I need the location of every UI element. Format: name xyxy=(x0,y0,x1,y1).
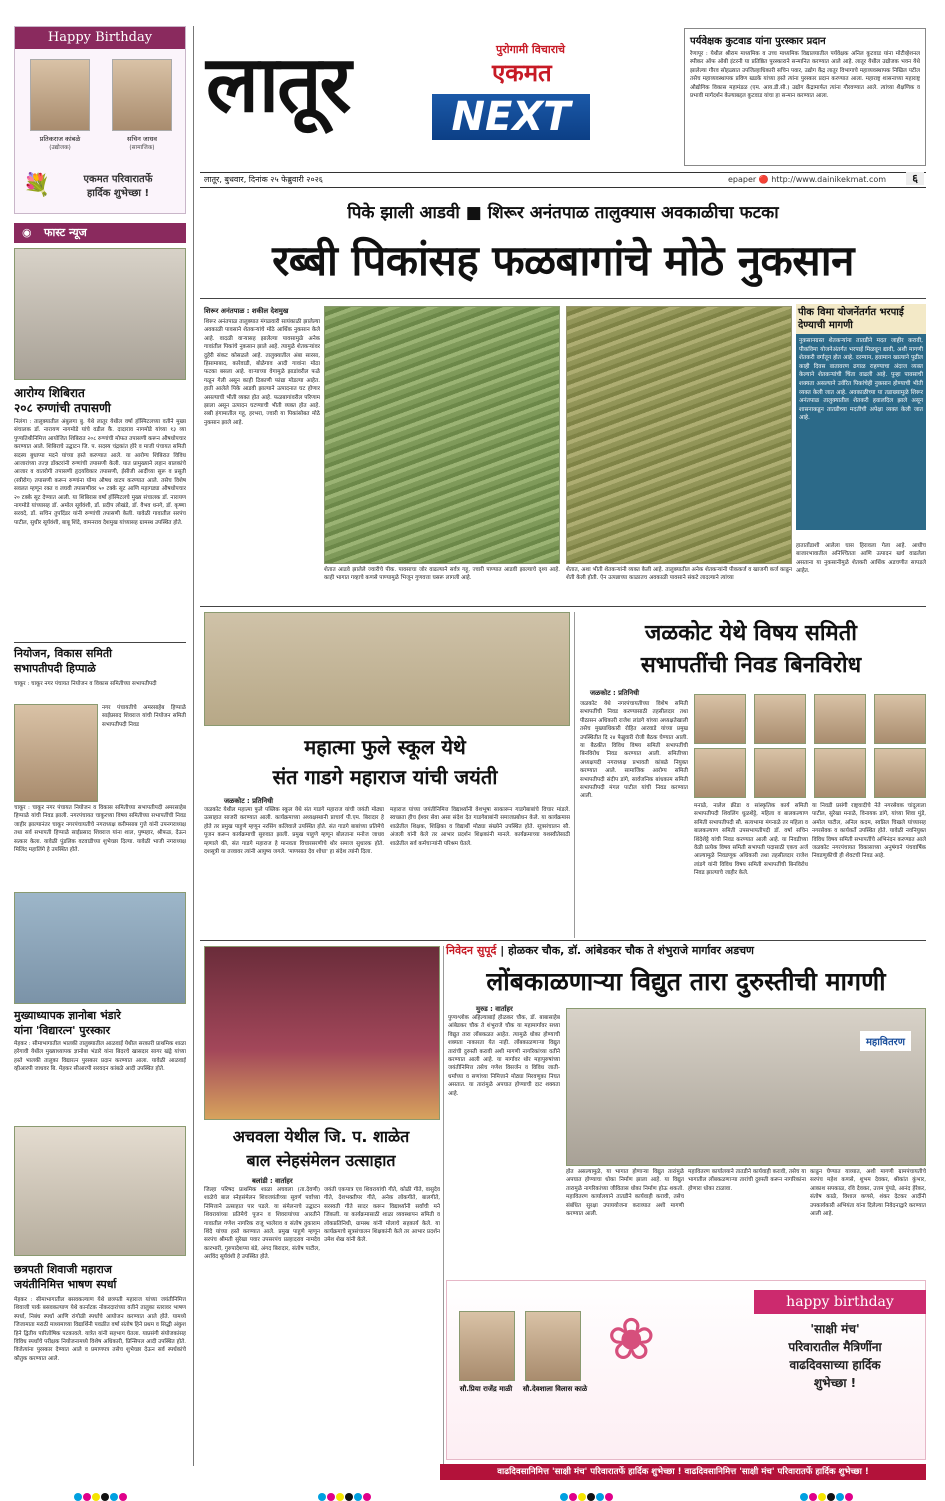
registration-marks xyxy=(560,1486,630,1495)
mahatma-body-2: महाराज यांच्या जयंतीनिमित्त विद्यार्थ्यांनी वेशभूषा साकारून गाडगेबाबांचे विचार मांडले. स्वच्छता हीच ईश्वर सेवा असा संदेश देत गाडगेबाबांनी समाजप्रबोधन केले. या कार्यक्रमास शाळेतील शिक्षक, शिक्षिका व विद्यार्थी मोठ्या संख्येने उपस्थित होते. सूत्रसंचालन सौ. अंजली यांनी केले तर आभार प्रदर्शन शिक्षकांनी मानले. कार्यक्रमाच्या यशस्वीतेसाठी शाळेतील सर्व कर्मचाऱ्यांनी परिश्रम घेतले. xyxy=(390,807,570,847)
jalkot-body-2: मनाळे, नालेल क्रीडा व सांस्कृतिक कार्य समिती सभापतीपदी शिवलिंग धुळशेट्टे, महिला व बालकल्याण समिती सभापतीपदी सौ. सत्यभामा मंगनाळे तर महिला व बालकल्याण समिती उपसभापतीपदी डॉ. वर्षा सचिन शिंदेशेट्टे यांची निवड करण्यात आली आहे. या निवडीच्या वेळी प्रत्येक विषय समिती सभापती पदासाठी एकच अर्ज आल्यामुळे निवडणूक अधिकारी तथा तहसीलदार राजेश लांडगे यांनी विविध विषय समिती सभापतींची बिनविरोध निवड झाल्याचे जाहीर केले. xyxy=(694,803,808,877)
page-number: ६ xyxy=(906,172,924,185)
crop-damage-photo-1 xyxy=(324,306,560,564)
ekmat-logo: एकमत xyxy=(492,58,552,87)
tulip-icon: ❀ xyxy=(607,1305,656,1373)
headline-line: सभापतींची निवड बिनविरोध xyxy=(640,653,862,678)
date-text: लातूर, बुधवार, दिनांक २५ फेब्रुवारी २०२६ xyxy=(204,175,323,184)
nivedan-tag: निवेदन सुपूर्द xyxy=(446,944,497,957)
award-ceremony-photo xyxy=(14,892,186,1004)
headline-line: संत गाडगे महाराज यांची जयंती xyxy=(272,765,498,789)
health-camp-photo xyxy=(14,248,186,380)
dateline-bar xyxy=(200,172,926,188)
portrait-photo xyxy=(694,694,746,744)
wish-line: परिवारातील मैत्रिणींना xyxy=(788,1340,882,1354)
portrait-photo xyxy=(874,694,926,744)
portrait-photo xyxy=(874,748,926,798)
headline-line: अचवला येथील जि. प. शाळेत xyxy=(232,1127,410,1146)
headline-line: नियोजन, विकास समिती xyxy=(14,647,112,660)
niyojan-body-intro: चाकूर : चाकूर नगर पंचायत नियोजन व विकास समितीच्या सभापतीपदी xyxy=(14,681,157,687)
portrait-photo xyxy=(814,748,866,798)
achval-body-2: जयंती एकपात्र एव शिवरायांची गीते, कोळी गीते, वासुदेव गीते, देशभक्तीपर गीते, अनेक लोकगीते, बालगीते, सरस्वती गीते सादर करून विद्यार्थ्यांनी सर्वांची मने जिंकली. या कार्यक्रमासाठी शाळा व्यवस्थापन समिती व लोकप्रतिनिधी, ग्रामस्थ यांनी मोलाचे सहकार्य केले. या कार्यक्रमाचे सूत्रसंचालन शिक्षकांनी केले तर आभार प्रदर्शन उमेश शेख यांनी केले. xyxy=(324,1187,440,1244)
arogya-body: निलंगा : तालुक्यातील अंबुलगा बु. येथे लातूर येथील वर्षा हॉस्पिटलच्या वतीने मुख्य संचालक डॉ. नारायण नागमोडे यांचे वडील कै. दादाराव नागमोडे यांच्या १३ व्या पुण्यतिथीनिमित्त आयोजित शिबिरात २०८ रुग्णांची मोफत तपासणी करून औषधोपचार करण्यात आले. शिबिराचे उद्घाटन जि. प. सदस्य चंद्रकांत होरे व माजी पंचायत समिती सदस्य बुधाप्पा मदने यांच्या हस्ते करण्यात आले. या आरोग्य शिबिरात विविध आजारांच्या तज्ज्ञ डॉक्टरांनी रुग्णांची तपासणी केली. यात प्रामुख्याने लहान बालकांचे आजार व वातरोगी तपासणी हृदयविकार तपासणी, ईसीजी आदींच्या सुरू व प्रसूती (स्त्रीरोग) तपासणी करून रुग्णांना योग्य औषध वाटप करण्यात आले. तसेच विशेष सवलत म्हणून रक्त व लघवी तपासणीवर ५० टक्के सूट आणि महागड्या औषधोपचार २० टक्के सूट देण्यात आली. या शिबिरास वर्षा हॉस्पिटलचे मुख्य संचालक डॉ. नारायण नागमोडे यांच्यासह डॉ. अमोल सूर्यवंशी, डॉ. प्रदीप लोखंडे, डॉ. वैभव धनगे, डॉ. कृष्णा सरवदे, डॉ. सचिन तुपदिंडर यांनी रुग्णांची तपासणी केली. यावेळी गावातील सरपंच पाटील, सुधीर सूर्यवंशी, बाबू शिंदे, वामनराव देशमुख यांच्यासह ग्रामस्थ उपस्थित होते. xyxy=(14,419,186,526)
achval-body: जिल्हा परिषद प्राथमिक शाळा अचवला (ता.देवणी) शाळेचे बाल स्नेहसंमेलन शिवजयंतीच्या सुवर्ण पर्वाच्या निमित्ताने उत्साहात पार पडले. या संमेलनाचे उद्घाटन शिवरायांच्या प्रतिमेचे पूजन व शिवरायांच्या आरतीने गावातील गणेश नागरिक राजू भालेराव व संतोष तुकाराम शिंदे यांच्या हस्ते करण्यात आले. प्रमुख पाहुणे म्हणून सरपंच श्रीमती सुरेखा पवार उपसरपंच प्रल्हादराव नामदेव कारभारी, गुरुपादेशप्पा बंडे, अंगद बिरादार, संतोष पाटील, अरविंद सूर्यवंशी हे उपस्थित होते. xyxy=(204,1187,320,1261)
birthday-name-1: सौ.प्रिया राजेंद्र माळी xyxy=(459,1385,513,1393)
birthday-person-1 xyxy=(29,59,91,151)
nivedan-body: पुण्यश्लोक अहिल्याबाई होळकर चौक, डॉ. बाबासाहेब आंबेडकर चौक ते शंभुराजे चौक या महामार्गावर सध्या विद्युत तारा लोंबकळत आहेत. त्यामुळे धोका होण्याची शक्यता नाकारता येत नाही. लोंबकाळणाऱ्या विद्युत तारांची दुरुस्ती करावी अशी मागणी नागरिकांच्या वतीने करण्यात आली आहे. या मार्गावर थोर महापुरुषांच्या जयंतीनिमित्त तसेच गणेश विसर्जन व विविध जाती-धर्मांच्या व सणांच्या निमित्ताने मोठ्या मिरवणुका निघत असतात. या तारांमुळे अपघात होण्याची दाट शक्यता आहे. xyxy=(448,1015,560,1097)
photo-caption-2: शेतात, अशा भीती शेतकऱ्यांनी व्यक्त केली आहे. तालुक्यातील अनेक शेतकऱ्यांनी पीककर्ज व खाजगी कर्ज काढून शेती केली होती. ऐन उत्पन्नाच्या काळातच अवकाळी पावसाने संकटे लादल्याने त्यांच्या xyxy=(566,567,792,582)
chhatrapati-body: मेहकर : सीमाभागातील बसवकल्याण येथे छत्रपती महाराज यांच्या जयंतीनिमित्त शिवाजी पार्क बसवकल्याण येथे कार्नाटक नोकरदारांच्या वतीने तालुका स्तरावर भाषण स्पर्धा, निबंध स्पर्धा आणि रांगोळी स्पर्धांचे आयोजन करण्यात आले होते. यामध्ये जिजामाता मराठी माध्यमाच्या विद्यार्थिनी पवळीत वर्षा संतोष हिने प्रथम व सिद्धी अंकुश हिने द्वितीय पारितोषिक पटकावले. यात्रेत यांनी सहभाग घेतला. याप्रसंगी संयोजकांसह विविध स्पर्धांचे परीक्षक नियोजनामध्ये विशेष अधिकारी, प्रिन्सिपल आदी उपस्थित होते. विजेत्यांना पुरस्कार देण्यात आले व प्रमाणपत्र तसेच शुभेच्छा देऊन सर्व स्पर्धकांचे कौतुक करण्यात आले. xyxy=(14,1297,186,1362)
lead-kicker: पिके झाली आडवी ■ शिरूर अनंतपाळ तालुक्यास अवकाळीचा फटका xyxy=(347,203,779,223)
electric-wire-headline: लोंबकाळणाऱ्या विद्युत तारा दुरुस्तीची मागणी xyxy=(486,967,886,996)
epaper-link[interactable]: epaper 🔴 http://www.dainikekmat.com xyxy=(728,175,887,184)
arogya-headline xyxy=(14,386,186,416)
masthead-logo: लातूर xyxy=(206,40,350,130)
headline-line: सभापतीपदी हिप्पाळे xyxy=(14,662,96,675)
headline-line: महात्मा फुले स्कूल येथे xyxy=(304,735,466,759)
crop-insurance-box xyxy=(796,304,926,530)
nivedan-sub: | होळकर चौक, डॉ. आंबेडकर चौक ते शंभुराजे मार्गावर अडचण xyxy=(500,944,755,957)
happy-birthday-title: Happy Birthday xyxy=(15,27,185,49)
sakshi-manch-wish xyxy=(744,1320,926,1392)
wish-line-1: एकमत परिवारातर्फे xyxy=(83,174,153,185)
sidebox-title: पीक विमा योजनेंतर्गत भरपाई देण्याची मागणी xyxy=(796,304,926,334)
jalkot-body: जळकोट येथे नगरपंचायतीच्या विशेष समिती सभापतींची निवड करण्यासाठी तहसीलदार तथा पीठासन अधिकारी राजेश लांडगे यांच्या अध्यक्षतेखाली तसेच मुख्याधिकारी रोहित आरवाडे यांच्या प्रमुख उपस्थितीत दि २४ फेब्रुवारी रोजी बैठक घेण्यात आली. या बैठकीत विविध विषय समिती सभापतींची बिनविरोध निवड करण्यात आली. समितीच्या अध्यक्षपदी नगराध्यक्ष प्रभावती कांबळे नियुक्त करण्यात आले. सामाजिक आरोग्य समिती सभापतीपदी संदीप डांगे, सार्वजनिक बांधकाम समिती सभापतीपदी मंगल पाटील यांची निवड करण्यात आली. xyxy=(580,701,688,800)
headline-line: मुख्याध्यापक ज्ञानोबा भंडारे xyxy=(14,1009,121,1022)
achval-byline: बलांडी : वार्ताहर xyxy=(252,1177,293,1185)
chhatrapati-headline xyxy=(14,1262,186,1292)
portrait-photo xyxy=(30,59,90,131)
nivedan-body-2b: महावितरण कार्यालयाने तातडीने कार्यवाही करावी, तसेच या भागातील लोंबकळणाऱ्या तारांची दुरुस्ती करून नागरिकांना होणारा धोका टाळावा. xyxy=(688,1169,806,1192)
portrait-photo xyxy=(754,694,806,744)
headline-line: छत्रपती शिवाजी महाराज xyxy=(14,1263,112,1276)
headline-line: आरोग्य शिबिरात xyxy=(14,386,85,400)
bell-icon: ◉ xyxy=(22,226,32,239)
achval-headline xyxy=(200,1125,442,1173)
person-role: (उद्योजक) xyxy=(49,145,71,151)
school-event-photo xyxy=(204,612,570,726)
person-name: प्रतिकराज कांबळे xyxy=(39,135,81,143)
lead-byline: शिरूर अनंतपाळ : शकील देशमुख xyxy=(204,307,289,315)
lead-headline: रब्बी पिकांसह फळबागांचे मोठे नुकसान xyxy=(272,236,854,285)
mukhya-headline xyxy=(14,1008,186,1038)
niyojan-body: चाकूर : चाकूर नगर पंचायत नियोजन व विकास समितीच्या सभापतीपदी अमरसाहेब हिप्पाळे यांची निवड झाली. नगरपंचायत चाकूरच्या विषय समितीच्या सभापतींची निवड जाहीर झाल्यानंतर चाकूर नगरपंचायतीचे नगराध्यक्ष करीमसाब गुत्ते यांनी उपनगराध्यक्ष तथा सर्व सभापती हिप्पाळे साईप्रसाद शिवराज यांना शाल, पुष्पहार, श्रीफळ, देऊन सत्कार केला. यावेळी पुंडलिक वटवाडीच्या शुभेच्छा दिल्या. यावेळी भाजी नगराध्यक्ष मिलिंद महालिंगे हे उपस्थित होते. xyxy=(14,805,186,854)
person-name: सचिन जाधव xyxy=(127,135,157,143)
mahatma-body: जळकोट येथील महात्मा फुले पब्लिक स्कूल येथे संत गाडगे महाराज यांची जयंती मोठ्या उत्साहात साजरी करण्यात आली. कार्यक्रमाच्या अध्यक्षस्थानी प्राचार्य पी.एम. बिरादार हे होते तर प्रमुख पाहुणे म्हणून नरसिंग कलिवाले उपस्थित होते. संत गाडगे बाबांच्या प्रतिमेचे पूजन करून कार्यक्रमाची सुरुवात झाली. प्रमुख पाहुणे म्हणून बोलताना मनोज जाधव म्हणाले की, संत गाडगे महाराज हे मानवता विचारसरणीचे थोर समाज सुधारक होते. दशसूत्री या तत्त्वावर त्यांनी आयुष्य जगले. 'माणसात देव शोधा' हा संदेश त्यांनी दिला. xyxy=(204,807,384,856)
happy-birthday-box xyxy=(14,26,186,214)
wish-line: शुभेच्छा ! xyxy=(813,1376,857,1390)
person-role: (सामाजिक) xyxy=(129,145,155,151)
nivedan-body-3: काढून घेण्यात याव्यात, अशी मागणी ग्रामपंचायतीचे सरपंच महेश कणसे, शुभम देवकर, श्रीकांत कुंभार, आकाश सपकाळ, रवि देवकर, उत्तम पुंपडे, आनंद हेरेकर, संतोष काळे, विशाल कणसे, शंकर देटकर आदींनी उपकार्यकारी अभियंता यांना दिलेल्या निवेदनाद्वारे करण्यात आली आहे. xyxy=(810,1169,926,1218)
fast-news-label: फास्ट न्यूज xyxy=(44,226,87,239)
mahavitaran-sign: महावितरण xyxy=(860,1031,911,1051)
registration-marks xyxy=(74,1486,144,1495)
award-title: पर्यवेक्षक कुटवाड यांना पुरस्कार प्रदान xyxy=(690,36,826,47)
headline-line: जयंतीनिमित्त भाषण स्पर्धा xyxy=(14,1278,117,1291)
fast-news-bar xyxy=(14,223,186,243)
birthday-person-2 xyxy=(111,59,173,151)
lead-body-end: हातातोंडाशी आलेला घास हिरावला गेला आहे. आधीच बाजारभावातील अनिश्चितता आणि उत्पादन खर्च वाढलेला असताना या नुकसानीमुळे शेतकरी आर्थिक अडचणीत सापडले आहेत. xyxy=(796,543,926,575)
happy-birthday-banner: happy birthday xyxy=(754,1290,926,1314)
niyojan-portrait xyxy=(14,704,98,802)
jalkot-headline xyxy=(576,618,926,682)
lead-body: शिरूर अनंतपाळ तालुक्यात मंगळवारी सायंकाळी झालेल्या अवकाळी पावसाने शेतकऱ्यांचे मोठे आर्थिक नुकसान केले आहे. वादळी वाऱ्यासह झालेल्या पावसामुळे अनेक गावांतील पिकांचे नुकसान झाले आहे. त्यामुळे शेतकऱ्यांवर दुहेरी संकट कोसळले आहे. तालुक्यातील अंबा सारसा, हिसामाबाद, कारेवाडी, बोळेगाव आदी गावांना मोठा फटका बसला आहे. वाऱ्याच्या वेगामुळे झाडांवरील फळे गळून गेली असून काही ठिकाणी फांद्या मोडल्या आहेत. हाती आलेले पिके आडवी झाल्याने उत्पादनात घट होणार असल्याची भीती व्यक्त होत आहे. फळबागांवरील परिणाम झाला असून उत्पादन घटण्याची भीती व्यक्त होत आहे. रब्बी हंगामातील गहू, हरभरा, ज्वारी या पिकांसोबत मोठे नुकसान झाले आहे. xyxy=(204,319,320,426)
portrait-photo xyxy=(814,694,866,744)
portrait-photo xyxy=(754,748,806,798)
cultural-program-photo xyxy=(204,946,440,1120)
jalkot-byline: जळकोट : प्रतिनिधी xyxy=(590,689,640,697)
crop-damage-photo-2 xyxy=(566,306,792,564)
registration-marks xyxy=(800,1486,870,1495)
wish-line-2: हार्दिक शुभेच्छा ! xyxy=(86,188,150,199)
headline-line: बाल स्नेहसंमेलन उत्साहात xyxy=(246,1151,396,1170)
birthday-name-2: सौ.देवशाला विलास काळे xyxy=(522,1385,588,1393)
mahatma-headline xyxy=(200,732,570,792)
masthead-tagline: पुरोगामी विचाराचे xyxy=(496,43,566,56)
headline-line: यांना 'विद्यारत्न' पुरस्कार xyxy=(14,1024,111,1037)
photo-caption-1: शेतात आडवे झालेले ज्वारीचे पीक. पावसाचा जोर वाढल्याने सर्वत्र गहू, ज्वारी पाण्यात आडवी झाल्याचे दृश्य आहे. काही भागात गव्हाचे कणसे पाण्यामुळे भिजून गुणवत्ता घसरू लागली आहे. xyxy=(324,567,560,582)
mukhya-body: मेहकर : सीमाभागातील भालकी तालुक्यातील आळवाई येथील सरकारी प्राथमिक शाळा हरेगावी येथील मुख्याध्यापक ज्ञानोबा भंडारे यांना बिदरचे खासदार सागर खंड्रे यांच्या हस्ते भालकी तालुका विद्यारत्न पुरस्कार प्रदान करण्यात आला. यावेळी आळवाई व्हीआरपी जाधवर बि. मेहकर सीआरपी सरवदन कांबळे आदी उपस्थित होते. xyxy=(14,1041,186,1073)
left-column xyxy=(14,26,186,1466)
jalkot-portraits xyxy=(694,694,926,798)
next-logo: NEXT xyxy=(432,94,590,140)
nivedan-body-2: होत असल्यामुळे, या भागात होणाऱ्या विद्युत तारांमुळे अपघात होण्याचा धोका निर्माण झाला आहे. या विद्युत तारामुळे नागरिकांच्या जीवितास धोका निर्माण होऊ शकतो. महावितरण कार्यालयाने तातडीने कार्यवाही करावी, तसेच संबंधित सुरक्षा उपाययोजना कराव्यात अशी मागणी करण्यात आली. xyxy=(566,1169,684,1218)
birthday-strip: वाढदिवसानिमित्त 'साक्षी मंच' परिवारातर्फे हार्दिक शुभेच्छा ! वाढदिवसानिमित्त 'साक्षी मंच' परिवारातर्फे हार्दिक शुभेच्छा ! xyxy=(440,1464,926,1480)
headline-line: जळकोट येथे विषय समिती xyxy=(645,621,857,646)
headline-line: २०८ रुग्णांची तपासणी xyxy=(14,401,111,415)
jalkot-body-3: या निवडी प्रसंगी राष्ट्रवादीचे नेते नगरसेवक चांदूलाला पाटील, सुरेखा मनाळे, विनायक डांगे, यांच्या शिवा मुंडे, अमोल पाटील, अनिल कदम, स्वप्निल चिखले यांच्यासह नगरसेवक व कार्यकर्ते उपस्थित होते. यावेळी नवनियुक्त विविध विषय समिती सभापतींचे अभिनंदन करण्यात आले जळकोट नगरपंचायत विकासाच्या अनुषंगाने पंचवार्षिक निवडणुकीची ही शेवटची निवड आहे. xyxy=(812,803,926,860)
birthday-wish xyxy=(23,173,179,201)
memorandum-photo xyxy=(566,1008,926,1166)
portrait-photo xyxy=(694,748,746,798)
wish-line: वाढदिवसाच्या हार्दिक xyxy=(789,1358,881,1372)
registration-marks xyxy=(318,1486,388,1495)
portrait-photo xyxy=(525,1311,581,1381)
mahatma-byline: जळकोट : प्रतिनिधी xyxy=(224,797,274,805)
niyojan-caption: नगर पंचायतीचे अमरसाहेब हिप्पाळे साईप्रसाद शिवराज यांची नियोजन समिती सभापतीपदी निवड xyxy=(102,705,186,728)
nivedan-byline: मुरुड : वार्ताहर xyxy=(476,1005,513,1013)
flower-bouquet-icon: 💐 xyxy=(23,173,51,198)
award-news-box xyxy=(684,28,926,166)
sidebox-body: नुकसानग्रस्त शेतकऱ्यांना तातडीने मदत जाहीर करावी, पीकविमा योजनेअंतर्गत भरपाई मिळवून द्यावी, अशी मागणी शेतकरी वर्गातून होत आहे. दरम्यान, हवामान खात्याने पुढील काही दिवस वातावरण ढगाळ राहण्याचा अंदाज व्यक्त केल्याने शेतकऱ्यांची चिंता वाढली आहे. पुन्हा पावसाची शक्यता असल्याने उर्वरित पिकांचेही नुकसान होण्याची भीती व्यक्त केली जात आहे. अवकाळीच्या या तडाख्यामुळे शिरूर अनंतपाळ तालुक्यातील शेतकरी हवालदिल झाले असून शासनाकडून तातडीच्या मदतीची अपेक्षा व्यक्त केली जात आहे. xyxy=(796,334,926,530)
niyojan-headline xyxy=(14,646,186,676)
wish-line: 'साक्षी मंच' xyxy=(810,1322,860,1336)
portrait-photo xyxy=(459,1311,515,1381)
nivedan-strap xyxy=(446,942,926,960)
award-body: रेणापूर : येथील श्रीराम माध्यमिक व उच्च माध्यमिक विद्यालयातील पर्यवेक्षक अनिल कुटवाड यांना मोटीव्हेशनल स्पीकर ऑफ ओबी इंटरनी या प्रतिष्ठित पुरस्काराने सन्मानित करण्यात आले आहे. लातूर येथील उद्योजक भवन येथे झालेल्या गौरव सोहळ्यात उपजिल्हाधिकारी सचिन पवार, उद्योग केंद्र लातूर विभागाचे महाव्यवस्थापक निखिल पटील तसेच महाव्यवस्थापक प्रविण खडके यांच्या हस्ते त्यांना पुरस्कार प्रदान करण्यात आला. महाराष्ट्र शासनाच्या महाराष्ट्र औद्योगिक विकास महामंडळ (एम. आय.डी.सी.) उद्योग केंद्रामार्फत त्यांना गौरवण्यात आले. त्यांच्या शैक्षणिक व प्रभावी मार्गदर्शन केल्याबद्दल कुटवाड यांचा हा सन्मान करण्यात आला. xyxy=(690,51,920,100)
speech-competition-photo xyxy=(14,1126,186,1256)
portrait-photo xyxy=(112,59,172,131)
